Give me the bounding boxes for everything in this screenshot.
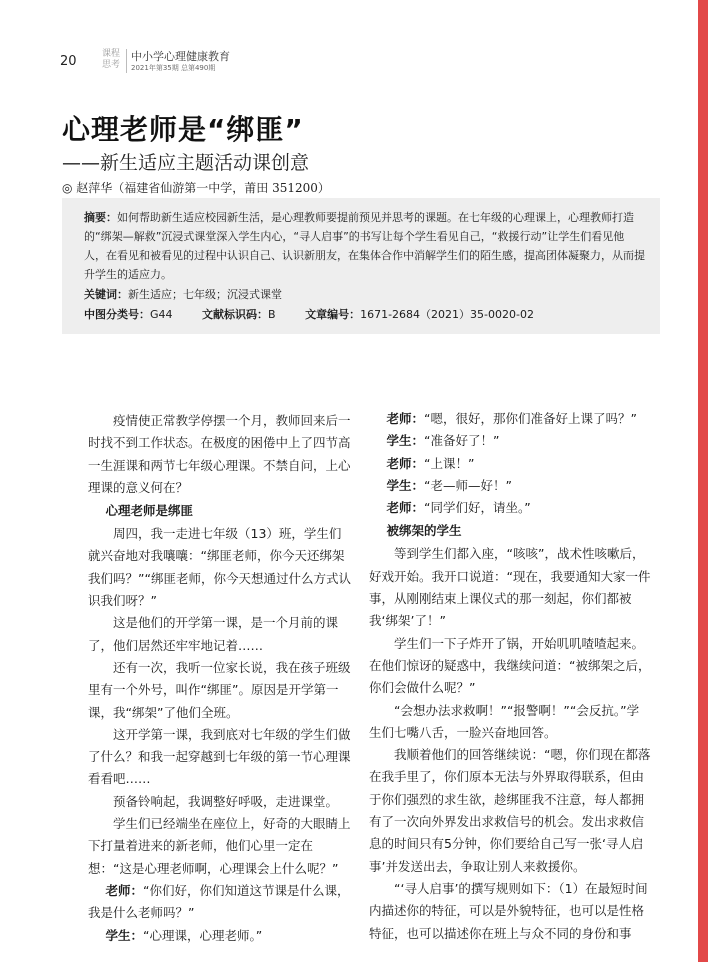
article-title: 心理老师是“绑匪” bbox=[62, 113, 304, 146]
keywords bbox=[84, 286, 646, 304]
right-column bbox=[369, 408, 651, 945]
abstract-box bbox=[62, 198, 660, 334]
paragraph: 学生们一下子炸开了锅，开始叽叽喳喳起来。在他们惊讶的疑惑中，我继续问道：“被绑架之后，你们会做什么呢？” bbox=[369, 635, 651, 696]
article-subtitle: ——新生适应主题活动课创意 bbox=[62, 152, 310, 174]
paragraph: 学生们已经端坐在座位上，好奇的大眼睛上下打量着进来的新老师，他们心里一定在想：“这是心理老师啊，心理课会上什么呢？” bbox=[88, 816, 351, 876]
issue-info: 2021年第35期 总第490期 bbox=[131, 64, 216, 72]
paragraph: 疫情使正常教学停摆一个月，教师回来后一时找不到工作状态。在极度的困倦中上了四节高一生涯课和两节七年级心理课。不禁自问，上心理课的意义何在？ bbox=[88, 413, 351, 495]
paragraph: 周四，我一走进七年级（13）班，学生们就兴奋地对我嚷嚷：“绑匪老师，你今天还绑架我们吗？”“绑匪老师，你今天想通过什么方式认识我们呀？” bbox=[88, 526, 351, 609]
dialogue-line: 老师：“同学们好，请坐。” bbox=[386, 500, 531, 516]
dialogue-line: 老师：“嗯，很好，那你们准备好上课了吗？” bbox=[386, 411, 637, 426]
section-heading: 被绑架的学生 bbox=[386, 523, 462, 539]
paragraph: “会想办法求救啊！”“报警啊！”“会反抗。”学生们七嘴八舌，一脸兴奋地回答。 bbox=[369, 702, 640, 740]
paragraph: “‘寻人启事’的撰写规则如下：（1）在最短时间内描述你的特征，可以是外貌特征，也可以是性格特征，也可以描述你在班上与众不同的身份和事 bbox=[369, 880, 648, 941]
dialogue-line: 学生：“准备好了！” bbox=[386, 433, 500, 449]
dialogue-line: 学生：“老—师—好！” bbox=[386, 477, 512, 493]
article-number: 文章编号：1671-2684（2021）35-0020-02 bbox=[305, 308, 534, 321]
paragraph: 等到学生们都入座，“咳咳”，战术性咳嗽后，好戏开始。我开口说道：“现在，我要通知大家一件事，从刚刚结束上课仪式的那一刻起，你们都被我‘绑架’了！” bbox=[369, 546, 651, 629]
page-number: 20 bbox=[60, 54, 77, 69]
magazine-name: 中小学心理健康教育 bbox=[131, 50, 230, 63]
paragraph: 这开学第一课，我到底对七年级的学生们做了什么？和我一起穿越到七年级的第一节心理课看看吧…… bbox=[88, 726, 351, 787]
author-line: ◎ 赵萍华（福建省仙游第一中学，莆田 351200） bbox=[62, 181, 330, 195]
abstract-text: 如何帮助新生适应校园新生活，是心理教师要提前预见并思考的课题。在七年级的心理课上，心理教师打造的“绑架—解救”沉浸式课堂深入学生内心，“寻人启事”的书写让每个学生看见自己，“救援行动”让学生们看见他人，在看见和被看见的过程中认识自己、认识新朋友，在集体合作中消解学生们的陌生感，提高团体凝聚力，从而提升学生的适应力。 bbox=[84, 211, 645, 281]
abstract bbox=[84, 208, 646, 284]
dialogue-line: 老师：“上课！” bbox=[386, 455, 475, 471]
document-code: 文献标识码：B bbox=[202, 308, 276, 321]
abstract-label: 摘要： bbox=[84, 211, 117, 224]
section-heading: 心理老师是绑匪 bbox=[105, 503, 194, 519]
paragraph: 我顺着他们的回答继续说：“嗯，你们现在都落在我手里了，你们原本无法与外界取得联系，但由于你们强烈的求生欲，趁绑匪我不注意，每人都拥有了一次向外界发出求救信号的机会。发出求救信息的时间只有5分钟，你们要给自己写一张‘寻人启事’并发送出去，争取让别人来救援你。 bbox=[369, 747, 651, 874]
header-divider bbox=[126, 49, 127, 73]
keywords-label: 关键词： bbox=[84, 288, 128, 301]
paragraph: 还有一次，我听一位家长说，我在孩子班级里有一个外号，叫作“绑匪”。原因是开学第一课，我“绑架”了他们全班。 bbox=[88, 659, 351, 720]
paragraph: 这是他们的开学第一课，是一个月前的课了，他们居然还牢牢地记着…… bbox=[88, 615, 339, 653]
page-edge-accent bbox=[698, 0, 708, 962]
paragraph: 预备铃响起，我调整好呼吸，走进课堂。 bbox=[113, 793, 339, 809]
dialogue-line: 老师：“你们好，你们知道这节课是什么课，我是什么老师吗？” bbox=[88, 882, 350, 921]
dialogue-line: 学生：“心理课，心理老师。” bbox=[105, 927, 263, 943]
left-column bbox=[88, 410, 353, 947]
keywords-text: 新生适应；七年级；沉浸式课堂 bbox=[128, 288, 282, 301]
clc-number: 中图分类号：G44 bbox=[84, 308, 173, 321]
column-tag: 课程思考 bbox=[102, 49, 121, 70]
classification-meta bbox=[84, 306, 646, 324]
